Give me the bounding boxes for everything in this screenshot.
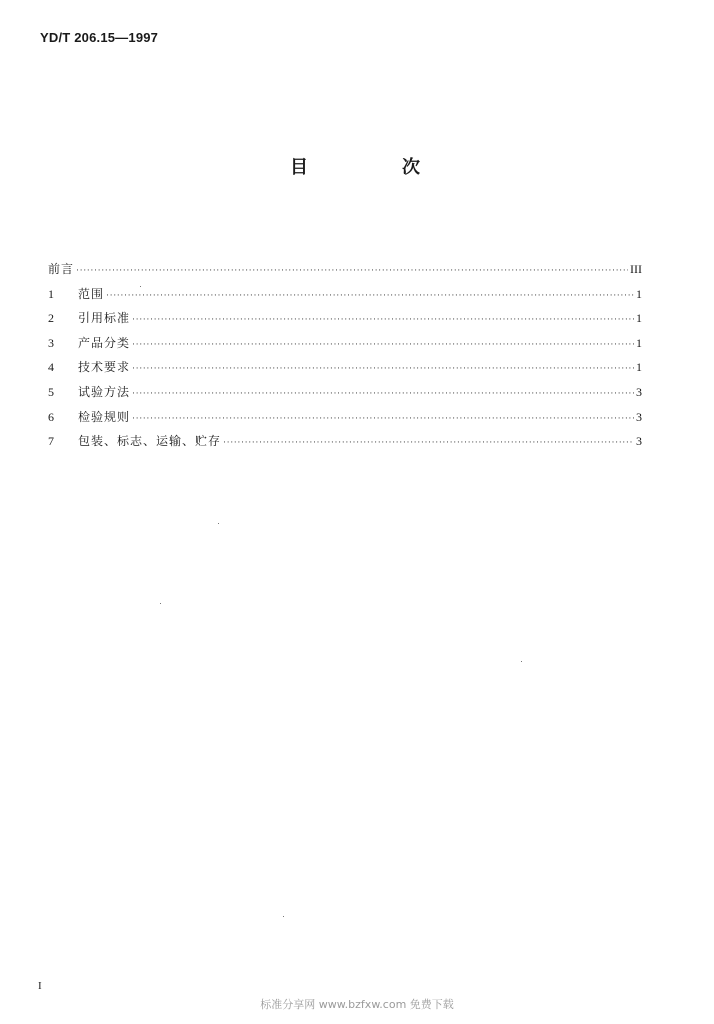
toc-entry-3[interactable] [48, 334, 642, 359]
toc-entry-text: 产品分类 [78, 335, 131, 350]
toc-title-char-2: 次 [402, 157, 420, 178]
toc-entry-page: 3 [636, 384, 642, 399]
toc-entry-page: 1 [636, 335, 642, 350]
toc-title [290, 153, 420, 179]
toc-entry-text: 检验规则 [78, 409, 131, 424]
toc-entry-text: 技术要求 [78, 360, 131, 375]
toc-entry-page: III [630, 262, 642, 276]
watermark-text: 标准分享网 www.bzfxw.com 免费下载 [260, 998, 454, 1011]
page-number: I [38, 980, 42, 992]
toc-entry-text: 前言 [48, 262, 75, 276]
table-of-contents [48, 260, 642, 457]
toc-entry-6[interactable] [48, 408, 642, 433]
scan-speck [218, 523, 219, 524]
scan-speck [521, 661, 522, 662]
toc-entry-2[interactable] [48, 309, 642, 334]
toc-entry-text: 范围 [78, 286, 105, 301]
scan-speck [160, 603, 161, 604]
toc-leader-dots [223, 437, 634, 447]
toc-leader-dots [132, 314, 634, 324]
toc-entry-1[interactable] [48, 285, 642, 310]
toc-entry-foreword[interactable] [48, 260, 642, 285]
toc-leader-dots [132, 413, 634, 423]
toc-entry-page: 3 [636, 434, 642, 449]
toc-entry-page: 1 [636, 311, 642, 326]
toc-entry-7[interactable] [48, 432, 642, 457]
toc-entry-number: 3 [48, 335, 54, 350]
toc-entry-number: 4 [48, 360, 54, 375]
toc-leader-dots [132, 363, 634, 373]
toc-entry-5[interactable] [48, 383, 642, 408]
toc-leader-dots [132, 339, 634, 349]
toc-entry-number: 5 [48, 384, 54, 399]
toc-leader-dots [106, 290, 634, 300]
scan-speck [283, 916, 284, 917]
toc-entry-page: 1 [636, 286, 642, 301]
scan-speck [140, 286, 141, 287]
toc-leader-dots [132, 388, 634, 398]
toc-entry-text: 试验方法 [78, 384, 131, 399]
toc-entry-text: 引用标准 [78, 311, 131, 326]
standard-number: YD/T 206.15—1997 [40, 30, 159, 45]
toc-entry-number: 6 [48, 409, 54, 424]
toc-entry-number: 2 [48, 311, 54, 326]
toc-entry-page: 3 [636, 409, 642, 424]
toc-entry-number: 1 [48, 286, 54, 301]
toc-title-char-1: 目 [290, 157, 308, 178]
toc-entry-page: 1 [636, 360, 642, 375]
toc-entry-number: 7 [48, 434, 54, 449]
toc-entry-4[interactable] [48, 358, 642, 383]
toc-leader-dots [76, 265, 628, 275]
toc-entry-text: 包装、标志、运输、贮存 [78, 434, 222, 449]
